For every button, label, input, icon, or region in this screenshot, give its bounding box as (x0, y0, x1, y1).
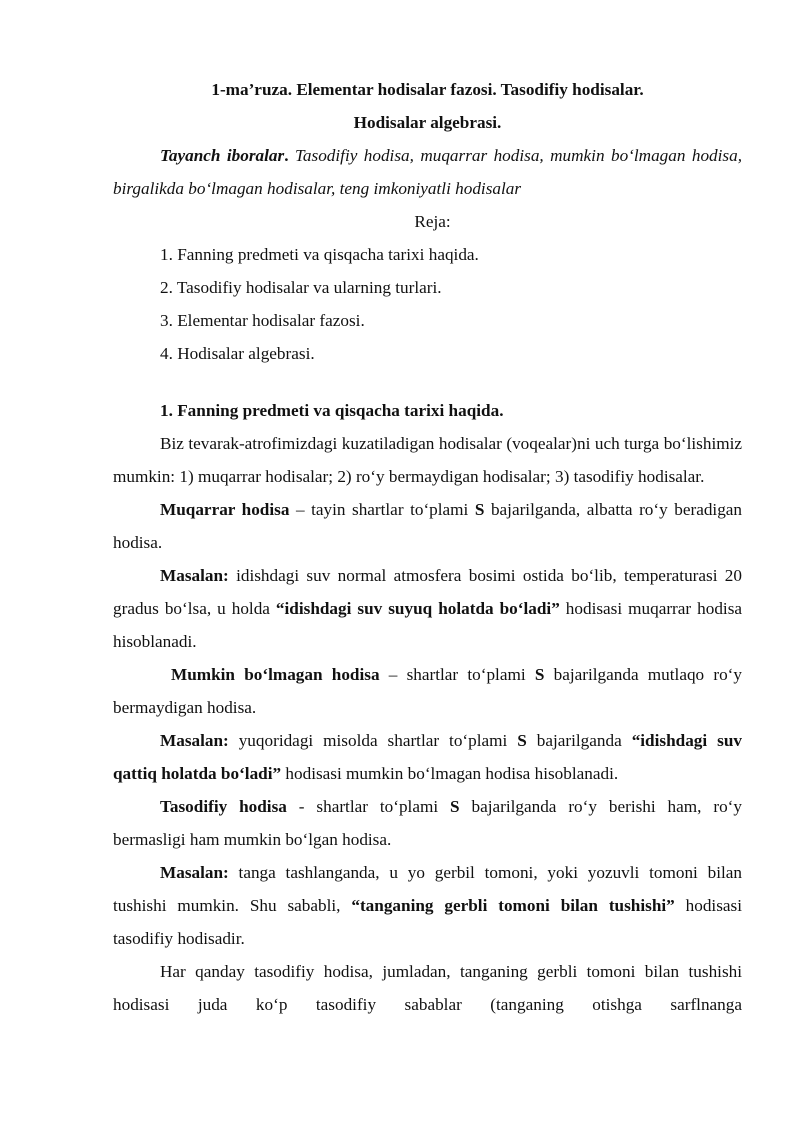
example-label: Masalan: (160, 731, 229, 750)
example-quote: “idishdagi suv qattiq holatda bo‘ladi” (113, 731, 742, 783)
definition-random-event: Tasodifiy hodisa - shartlar to‘plami S bajarilganda ro‘y berishi ham, ro‘y bermasligi ham mumkin bo‘lgan hodisa. (113, 797, 742, 849)
keywords-paragraph (113, 139, 742, 205)
symbol-s: S (517, 731, 527, 750)
section1-intro: Biz tevarak-atrofimizdagi kuzatiladigan hodisalar (voqealar)ni uch turga bo‘lishimiz mumkin: 1) muqarrar hodisalar; 2) ro‘y bermaydigan hodisalar; 3) tasodifiy hodisalar. (113, 434, 742, 486)
plan-item-1: 1. Fanning predmeti va qisqacha tarixi haqida. (160, 245, 479, 264)
document-page (113, 73, 742, 1021)
plan-item-3: 3. Elementar hodisalar fazosi. (160, 311, 365, 330)
example-quote: “idishdagi suv suyuq holatda bo‘ladi” (275, 599, 560, 618)
keywords-separator: . (284, 146, 295, 165)
section1-heading: 1. Fanning predmeti va qisqacha tarixi haqida. (160, 401, 504, 420)
plan-item-2: 2. Tasodifiy hodisalar va ularning turlari. (160, 278, 442, 297)
symbol-s: S (450, 797, 460, 816)
example-impossible-event: Masalan: yuqoridagi misolda shartlar to‘plami S bajarilganda “idishdagi suv qattiq holatda bo‘ladi” hodisasi mumkin bo‘lmagan hodisa hisoblanadi. (113, 731, 742, 783)
keywords-label: Tayanch iboralar (160, 146, 285, 165)
example-quote: “tanganing gerbli tomoni bilan tushishi” (351, 896, 675, 915)
lecture-title-line2: Hodisalar algebrasi. (353, 113, 502, 132)
term-certain-event: Muqarrar hodisa (160, 500, 290, 519)
symbol-s: S (534, 665, 545, 684)
example-random-event: Masalan: tanga tashlanganda, u yo gerbil tomoni, yoki yozuvli tomoni bilan tushishi mumkin. Shu sababli, “tanganing gerbli tomoni bilan tushishi” hodisasi tasodifiy hodisadir. (113, 863, 742, 948)
definition-impossible-event: Mumkin bo‘lmagan hodisa – shartlar to‘plami S bajarilganda mutlaqo ro‘y bermaydigan hodisa. (113, 665, 743, 717)
definition-certain-event: Muqarrar hodisa – tayin shartlar to‘plami S bajarilganda, albatta ro‘y beradigan hodisa. (113, 500, 743, 552)
example-label: Masalan: (160, 566, 229, 585)
keywords-text: Tasodifiy hodisa, muqarrar hodisa, mumkin bo‘lmagan hodisa, birgalikda bo‘lmagan hodisalar, teng imkoniyatli hodisalar (113, 146, 742, 198)
term-random-event: Tasodifiy hodisa (160, 797, 287, 816)
plan-item-4: 4. Hodisalar algebrasi. (160, 344, 315, 363)
lecture-title-line1: 1-ma’ruza. Elementar hodisalar fazosi. Tasodifiy hodisalar. (211, 80, 644, 99)
example-label: Masalan: (160, 863, 229, 882)
term-impossible-event: Mumkin bo‘lmagan hodisa (171, 665, 380, 684)
last-paragraph: Har qanday tasodifiy hodisa, jumladan, tanganing gerbli tomoni bilan tushishi hodisasi juda ko‘p tasodifiy sabablar (tanganing otishga sarflnanga (113, 962, 742, 1014)
section-spacer (113, 370, 742, 394)
symbol-s: S (474, 500, 485, 519)
plan-heading: Reja: (414, 212, 451, 231)
example-certain-event: Masalan: idishdagi suv normal atmosfera bosimi ostida bo‘lib, temperaturasi 20 gradus bo‘lsa, u holda “idishdagi suv suyuq holatda bo‘ladi” hodisasi muqarrar hodisa hisoblanadi. (113, 566, 743, 651)
